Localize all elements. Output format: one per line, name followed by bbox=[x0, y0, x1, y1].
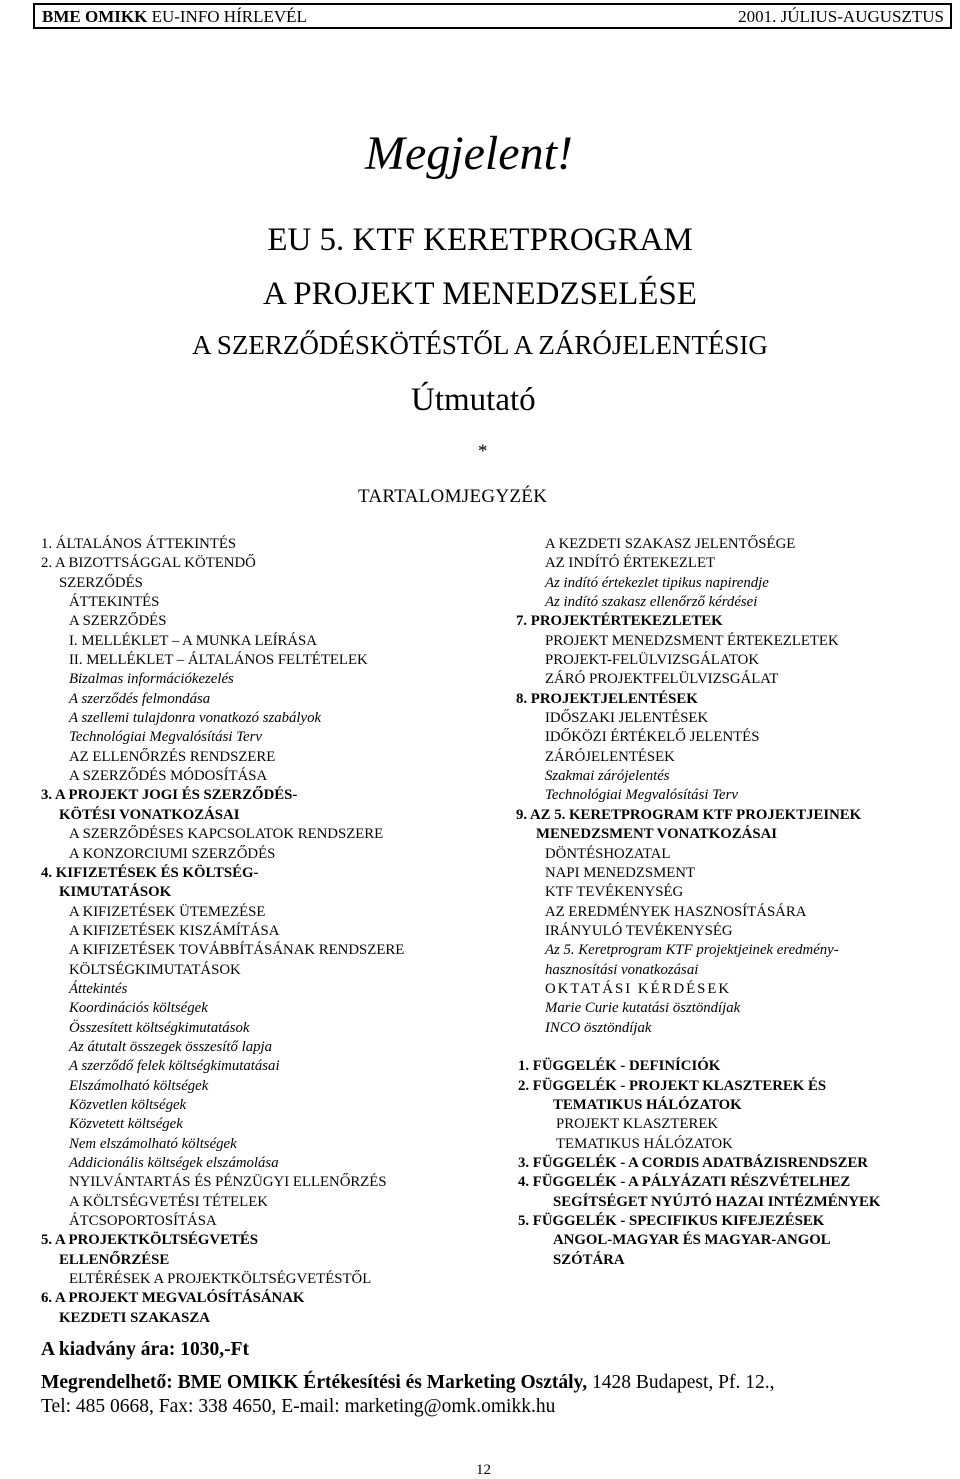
toc-item: I. MELLÉKLET – A MUNKA LEÍRÁSA bbox=[69, 632, 317, 649]
toc-item: Közvetlen költségek bbox=[69, 1096, 187, 1113]
toc-item: ÁTCSOPORTOSÍTÁSA bbox=[69, 1213, 217, 1230]
title-line-2: A PROJEKT MENEDZSELÉSE bbox=[263, 276, 697, 312]
toc-item: IRÁNYULÓ TEVÉKENYSÉG bbox=[545, 922, 733, 939]
toc-item: AZ EREDMÉNYEK HASZNOSÍTÁSÁRA bbox=[545, 903, 807, 920]
toc-item: A SZERZŐDÉS MÓDOSÍTÁSA bbox=[69, 768, 268, 785]
order-address-bold: Megrendelhető: BME OMIKK Értékesítési és Marketing Osztály, bbox=[41, 1372, 588, 1393]
toc-item: Koordinációs költségek bbox=[69, 1000, 208, 1017]
toc-item: PROJEKT MENEDZSMENT ÉRTEKEZLETEK bbox=[545, 632, 839, 649]
order-info bbox=[41, 1372, 775, 1394]
toc-item: NYILVÁNTARTÁS ÉS PÉNZÜGYI ELLENŐRZÉS bbox=[69, 1174, 387, 1191]
toc-item: SZÓTÁRA bbox=[553, 1251, 625, 1268]
toc-item: 3. A PROJEKT JOGI ÉS SZERZŐDÉS- bbox=[41, 787, 298, 804]
headline: Megjelent! bbox=[365, 127, 573, 180]
toc-item: 7. PROJEKTÉRTEKEZLETEK bbox=[516, 613, 723, 630]
toc-item: ÁTTEKINTÉS bbox=[69, 594, 160, 611]
toc-item: A KIFIZETÉSEK ÜTEMEZÉSE bbox=[69, 903, 266, 920]
toc-item: A szellemi tulajdonra vonatkozó szabályok bbox=[69, 710, 322, 727]
toc-item: A KIFIZETÉSEK KISZÁMÍTÁSA bbox=[69, 922, 280, 939]
toc-item: KÖLTSÉGKIMUTATÁSOK bbox=[69, 961, 241, 978]
toc-item: Elszámolható költségek bbox=[69, 1077, 209, 1094]
page-number: 12 bbox=[476, 1462, 491, 1478]
toc-item: MENEDZSMENT VONATKOZÁSAI bbox=[536, 826, 778, 843]
toc-item: hasznosítási vonatkozásai bbox=[545, 961, 699, 978]
toc-item: TEMATIKUS HÁLÓZATOK bbox=[553, 1096, 742, 1113]
toc-item: OKTATÁSI KÉRDÉSEK bbox=[545, 980, 732, 997]
toc-item: 5. A PROJEKTKÖLTSÉGVETÉS bbox=[41, 1232, 258, 1249]
toc-item: 4. FÜGGELÉK - A PÁLYÁZATI RÉSZVÉTELHEZ bbox=[518, 1174, 851, 1191]
toc-item: Bizalmas információkezelés bbox=[69, 671, 234, 688]
issue-date: 2001. JÚLIUS-AUGUSZTUS bbox=[738, 7, 944, 26]
toc-item: Áttekintés bbox=[69, 980, 128, 997]
toc-item: SEGÍTSÉGET NYÚJTÓ HAZAI INTÉZMÉNYEK bbox=[553, 1193, 881, 1210]
toc-item: 8. PROJEKTJELENTÉSEK bbox=[516, 690, 698, 707]
toc-item: II. MELLÉKLET – ÁLTALÁNOS FELTÉTELEK bbox=[69, 652, 368, 669]
toc-item: ZÁRÓ PROJEKTFELÜLVIZSGÁLAT bbox=[545, 671, 779, 688]
toc-item: A SZERZŐDÉSES KAPCSOLATOK RENDSZERE bbox=[69, 826, 384, 843]
toc-item: AZ INDÍTÓ ÉRTEKEZLET bbox=[545, 555, 716, 572]
toc-item: Technológiai Megvalósítási Terv bbox=[69, 729, 262, 746]
toc-item: TEMATIKUS HÁLÓZATOK bbox=[556, 1135, 733, 1152]
toc-item: A szerződő felek költségkimutatásai bbox=[69, 1058, 280, 1075]
toc-item: IDŐSZAKI JELENTÉSEK bbox=[545, 710, 709, 727]
toc-item: Az indító szakasz ellenőrző kérdései bbox=[545, 594, 758, 611]
price: A kiadvány ára: 1030,-Ft bbox=[41, 1339, 250, 1360]
star-separator: * bbox=[478, 441, 488, 462]
toc-item: 9. AZ 5. KERETPROGRAM KTF PROJEKTJEINEK bbox=[516, 806, 862, 823]
toc-title: TARTALOMJEGYZÉK bbox=[358, 486, 548, 507]
toc-item: INCO ösztöndíjak bbox=[545, 1019, 652, 1036]
toc-item: ELTÉRÉSEK A PROJEKTKÖLTSÉGVETÉSTŐL bbox=[69, 1271, 372, 1288]
publisher-name: BME OMIKK bbox=[42, 7, 148, 26]
toc-item: KIMUTATÁSOK bbox=[59, 884, 172, 901]
toc-item: A KEZDETI SZAKASZ JELENTŐSÉGE bbox=[545, 536, 796, 552]
toc-item: SZERZŐDÉS bbox=[59, 574, 143, 591]
toc-item: ELLENŐRZÉSE bbox=[59, 1251, 170, 1268]
toc-item: 1. FÜGGELÉK - DEFINÍCIÓK bbox=[518, 1058, 721, 1075]
toc-item: IDŐKÖZI ÉRTÉKELŐ JELENTÉS bbox=[545, 729, 760, 746]
toc-item: Az átutalt összegek összesítő lapja bbox=[69, 1038, 273, 1055]
order-address: 1428 Budapest, Pf. 12., bbox=[587, 1372, 775, 1393]
toc-item bbox=[516, 1038, 880, 1057]
toc-item: A szerződés felmondása bbox=[69, 690, 211, 707]
toc-item: Az indító értekezlet tipikus napirendje bbox=[545, 574, 769, 591]
toc-item: KEZDETI SZAKASZA bbox=[59, 1309, 210, 1326]
toc-item: 6. A PROJEKT MEGVALÓSÍTÁSÁNAK bbox=[41, 1290, 305, 1307]
toc-item: A SZERZŐDÉS bbox=[69, 613, 167, 630]
toc-item: KÖTÉSI VONATKOZÁSAI bbox=[59, 806, 240, 823]
toc-item: 3. FÜGGELÉK - A CORDIS ADATBÁZISRENDSZER bbox=[518, 1155, 868, 1171]
contact-info: Tel: 485 0668, Fax: 338 4650, E-mail: marketing@omk.omikk.hu bbox=[41, 1396, 556, 1417]
toc-item: ANGOL-MAGYAR ÉS MAGYAR-ANGOL bbox=[553, 1232, 831, 1249]
toc-item: 2. A BIZOTTSÁGGAL KÖTENDŐ bbox=[41, 555, 256, 572]
toc-item: Szakmai zárójelentés bbox=[545, 768, 670, 785]
toc-item: Közvetett költségek bbox=[69, 1116, 183, 1133]
toc-item: ZÁRÓJELENTÉSEK bbox=[545, 748, 675, 765]
toc-item: 5. FÜGGELÉK - SPECIFIKUS KIFEJEZÉSEK bbox=[518, 1213, 825, 1230]
guide-label: Útmutató bbox=[411, 382, 536, 418]
toc-item: PROJEKT KLASZTEREK bbox=[556, 1116, 719, 1133]
toc-item: AZ ELLENŐRZÉS RENDSZERE bbox=[69, 748, 276, 765]
toc-item: A KONZORCIUMI SZERZŐDÉS bbox=[69, 845, 276, 862]
header-bar bbox=[33, 3, 952, 29]
toc-item: 4. KIFIZETÉSEK ÉS KÖLTSÉG- bbox=[41, 864, 259, 881]
title-line-1: EU 5. KTF KERETPROGRAM bbox=[267, 222, 693, 258]
toc-item: PROJEKT-FELÜLVIZSGÁLATOK bbox=[545, 652, 760, 669]
toc-item: Összesített költségkimutatások bbox=[69, 1019, 250, 1036]
toc-item: Addicionális költségek elszámolása bbox=[69, 1155, 279, 1171]
title-line-3: A SZERZŐDÉSKÖTÉSTŐL A ZÁRÓJELENTÉSIG bbox=[192, 330, 768, 360]
toc-item: KTF TEVÉKENYSÉG bbox=[545, 884, 684, 901]
toc-item: A KIFIZETÉSEK TOVÁBBÍTÁSÁNAK RENDSZERE bbox=[69, 942, 405, 959]
toc-item: Az 5. Keretprogram KTF projektjeinek eredmény- bbox=[545, 942, 839, 959]
toc-item: 2. FÜGGELÉK - PROJEKT KLASZTEREK ÉS bbox=[518, 1077, 827, 1094]
toc-right-column bbox=[516, 535, 880, 1270]
newsletter-name bbox=[42, 7, 307, 27]
toc-left-column bbox=[41, 535, 404, 1328]
toc-item: Technológiai Megvalósítási Terv bbox=[545, 787, 738, 804]
toc-item: Nem elszámolható költségek bbox=[69, 1135, 237, 1152]
newsletter-title: EU-INFO HÍRLEVÉL bbox=[147, 7, 307, 26]
toc-item: 1. ÁLTALÁNOS ÁTTEKINTÉS bbox=[41, 536, 237, 552]
toc-item: NAPI MENEDZSMENT bbox=[545, 864, 696, 881]
toc-item: A KÖLTSÉGVETÉSI TÉTELEK bbox=[69, 1193, 268, 1210]
toc-item: DÖNTÉSHOZATAL bbox=[545, 845, 671, 862]
toc-item: Marie Curie kutatási ösztöndíjak bbox=[545, 1000, 741, 1017]
